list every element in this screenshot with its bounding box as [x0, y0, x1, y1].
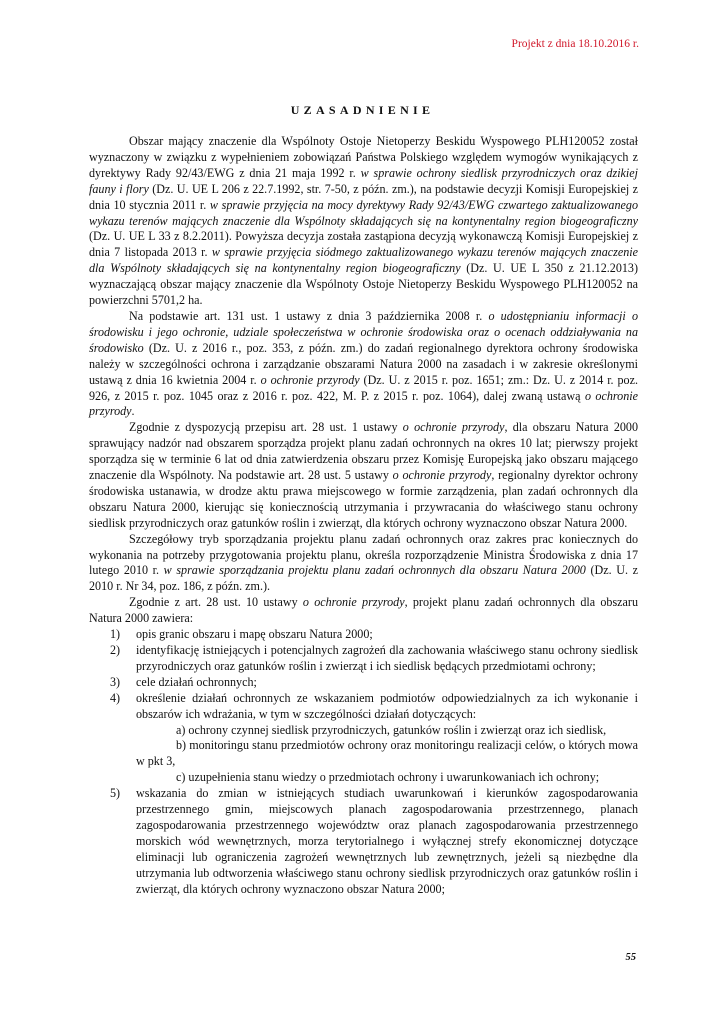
sub-item: b) monitoringu stanu przedmiotów ochrony oraz monitoringu realizacji celów, o których mowa w pkt 3, — [136, 738, 638, 769]
draft-date-note: Projekt z dnia 18.10.2016 r. — [511, 38, 639, 50]
paragraph-2: Na podstawie art. 131 ust. 1 ustawy z dnia 3 października 2008 r. o udostępnianiu informacji o środowisku i jego ochronie, udziale społeczeństwa w ochronie środowiska oraz o ocenach oddziaływania na środowisko (Dz. U. z 2016 r., poz. 353, z późn. zm.) do zadań regionalnego dyrektora ochrony środowiska należy w szczególności ochrona i zarządzanie obszarami Natura 2000 na zasadach i w zakresie określonymi ustawą z dnia 16 kwietnia 2004 r. o ochronie przyrody (Dz. U. z 2015 r. poz. 1651; zm.: Dz. U. z 2014 r. poz. 926, z 2015 r. poz. 1045 oraz z 2016 r. poz. 422, M. P. z 2015 r. poz. 1064), dalej zwaną ustawą o ochronie przyrody. — [89, 308, 638, 419]
paragraph-1: Obszar mający znaczenie dla Wspólnoty Ostoje Nietoperzy Beskidu Wyspowego PLH120052 został wyznaczony w związku z wypełnieniem zobowiązań Państwa Polskiego względem wymogów wynikających z dyrektywy Rady 92/43/EWG z dnia 21 maja 1992 r. w sprawie ochrony siedlisk przyrodniczych oraz dzikiej fauny i flory (Dz. U. UE L 206 z 22.7.1992, str. 7-50, z późn. zm.), na podstawie decyzji Komisji Europejskiej z dnia 10 stycznia 2011 r. w sprawie przyjęcia na mocy dyrektywy Rady 92/43/EWG czwartego zaktualizowanego wykazu terenów mających znaczenie dla Wspólnoty składających się na kontynentalny region biogeograficzny (Dz. U. UE L 33 z 8.2.2011). Powyższa decyzja została zastąpiona decyzją wykonawczą Komisji Europejskiej z dnia 7 listopada 2013 r. w sprawie przyjęcia siódmego zaktualizowanego wykazu terenów mających znaczenie dla Wspólnoty składających się na kontynentalny region biogeograficzny (Dz. U. UE L 350 z 21.12.2013) wyznaczającą obszar mający znaczenie dla Wspólnoty Ostoje Nietoperzy Beskidu Wyspowego PLH120052 na powierzchni 5701,2 ha. — [89, 134, 639, 308]
list-item: 4) określenie działań ochronnych ze wskazaniem podmiotów odpowiedzialnych za ich wykonanie i obszarów ich wdrażania, w tym w szczególności działań dotyczących: a) ochrony czynnej siedlisk przyrodniczych, gatunków roślin i zwierząt oraz ich siedlisk, b) monitoringu stanu przedmiotów ochrony oraz monitoringu realizacji celów, o których mowa w pkt 3, c) uzupełnienia stanu wiedzy o przedmiotach ochrony i uwarunkowaniach ich ochrony; — [110, 690, 638, 785]
sub-item: c) uzupełnienia stanu wiedzy o przedmiotach ochrony i uwarunkowaniach ich ochrony; — [176, 770, 600, 785]
list-item: 2) identyfikację istniejących i potencjalnych zagrożeń dla zachowania właściwego stanu ochrony siedlisk przyrodniczych oraz gatunków roślin i zwierząt i ich siedlisk będących przedmiotami ochrony; — [110, 643, 638, 673]
paragraph-5: Zgodnie z art. 28 ust. 10 ustawy o ochronie przyrody, projekt planu zadań ochronnych dla obszaru Natura 2000 zawiera: — [89, 595, 638, 626]
document-body — [89, 134, 638, 898]
page-number: 55 — [625, 952, 636, 963]
sub-item: a) ochrony czynnej siedlisk przyrodniczych, gatunków roślin i zwierząt oraz ich siedlisk, — [176, 722, 607, 737]
paragraph-3: Zgodnie z dyspozycją przepisu art. 28 ust. 1 ustawy o ochronie przyrody, dla obszaru Natura 2000 sprawujący nadzór nad obszarem sporządza projekt planu zadań ochronnych na okres 10 lat; pierwszy projekt sporządza się w terminie 6 lat od dnia zatwierdzenia obszaru przez Komisję Europejską jako obszaru mającego znaczenie dla Wspólnoty. Na podstawie art. 28 ust. 5 ustawy o ochronie przyrody, regionalny dyrektor ochrony środowiska ustanawia, w drodze aktu prawa miejscowego w formie zarządzenia, plan zadań ochronnych dla obszaru Natura 2000, kierując się koniecznością utrzymania i przywracania do właściwego stanu ochrony siedlisk przyrodniczych oraz gatunków roślin i zwierząt, dla których ochrony wyznaczono obszar Natura 2000. — [89, 420, 639, 530]
contents-list — [89, 627, 638, 897]
page-title: UZASADNIENIE — [290, 103, 435, 117]
list-item: 3) cele działań ochronnych; — [110, 674, 257, 689]
paragraph-4: Szczegółowy tryb sporządzania projektu planu zadań ochronnych oraz zakres prac koniecznych do wykonania na potrzeby przygotowania projektu planu, określa rozporządzenie Ministra Środowiska z dnia 17 lutego 2010 r. w sprawie sporządzania projektu planu zadań ochronnych dla obszaru Natura 2000 (Dz. U. z 2010 r. Nr 34, poz. 186, z późn. zm.). — [89, 531, 638, 594]
list-item: 1) opis granic obszaru i mapę obszaru Natura 2000; — [110, 627, 373, 642]
list-item: 5) wskazania do zmian w istniejących studiach uwarunkowań i kierunków zagospodarowania przestrzennego gmin, miejscowych planach zagospodarowania przestrzennego, planach zagospodarowania przestrzennego województw oraz planach zagospodarowania przestrzennego morskich wód wewnętrznych, morza terytorialnego i wyłącznej strefy ekonomicznej dotyczące eliminacji lub ograniczenia zagrożeń wewnętrznych lub zewnętrznych, jeżeli są niezbędne dla utrzymania lub odtworzenia właściwego stanu ochrony siedlisk przyrodniczych oraz gatunków roślin i zwierząt, dla których ochrony wyznaczono obszar Natura 2000; — [110, 786, 638, 896]
